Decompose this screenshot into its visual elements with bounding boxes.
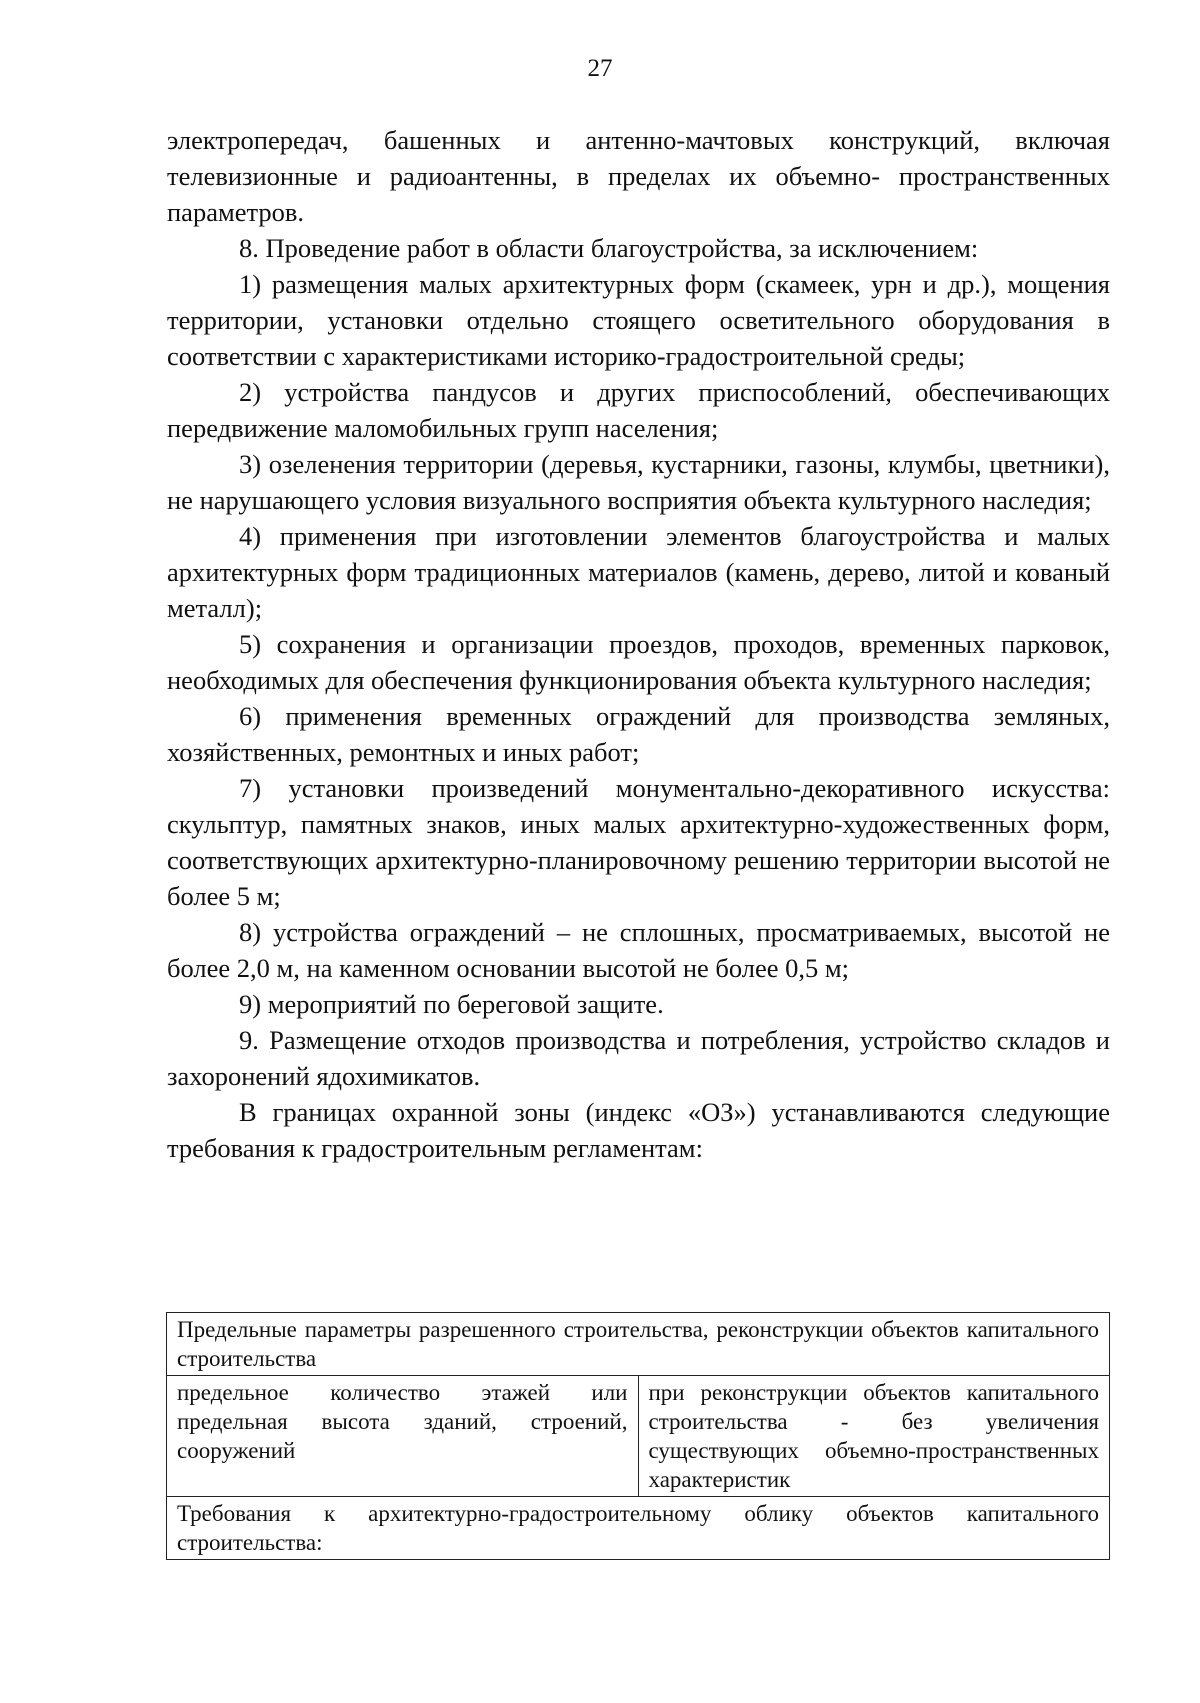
paragraph-item-9: 9. Размещение отходов производства и потребления, устройство складов и захоронений ядохимикатов. <box>167 1025 1110 1091</box>
paragraph-protection-zone: В границах охранной зоны (индекс «ОЗ») устанавливаются следующие требования к градостроительным регламентам: <box>167 1097 1110 1163</box>
table-row <box>167 1313 1110 1376</box>
paragraph-subitem-2: 2) устройства пандусов и других приспособлений, обеспечивающих передвижение маломобильных групп населения; <box>167 377 1110 443</box>
paragraph-subitem-7: 7) установки произведений монументально-декоративного искусства: скульптур, памятных знаков, иных малых архитектурно-художественных форм, соответствующих архитектурно-планировочному решению территории высотой не более 5 м; <box>167 773 1110 911</box>
page-number: 27 <box>587 55 613 82</box>
paragraph-subitem-1: 1) размещения малых архитектурных форм (скамеек, урн и др.), мощения территории, установки отдельно стоящего осветительного оборудования в соответствии с характеристиками историко-градостроительной среды; <box>167 269 1110 371</box>
table-row <box>167 1497 1110 1560</box>
regulations-table-container <box>166 1312 1110 1560</box>
paragraph-subitem-4: 4) применения при изготовлении элементов благоустройства и малых архитектурных форм традиционных материалов (камень, дерево, литой и кованый металл); <box>167 521 1110 623</box>
paragraph-item-8: 8. Проведение работ в области благоустройства, за исключением: <box>239 233 979 263</box>
document-body <box>167 122 1110 1166</box>
paragraph-subitem-3: 3) озеленения территории (деревья, кустарники, газоны, клумбы, цветники), не нарушающего условия визуального восприятия объекта культурного наследия; <box>167 449 1110 515</box>
paragraph-subitem-6: 6) применения временных ограждений для производства земляных, хозяйственных, ремонтных и иных работ; <box>167 701 1110 767</box>
table-row <box>167 1376 1110 1497</box>
table-header-cell: Предельные параметры разрешенного строительства, реконструкции объектов капитального строительства <box>167 1313 1110 1376</box>
paragraph-subitem-8: 8) устройства ограждений – не сплошных, просматриваемых, высотой не более 2,0 м, на каменном основании высотой не более 0,5 м; <box>167 917 1110 983</box>
paragraph-subitem-9: 9) мероприятий по береговой защите. <box>239 989 664 1019</box>
regulations-table <box>166 1312 1110 1560</box>
paragraph-subitem-5: 5) сохранения и организации проездов, проходов, временных парковок, необходимых для обеспечения функционирования объекта культурного наследия; <box>167 629 1110 695</box>
table-cell-parameter: предельное количество этажей или предельная высота зданий, строений, сооружений <box>167 1376 639 1497</box>
paragraph-continuation: электропередач, башенных и антенно-мачтовых конструкций, включая телевизионные и радиоантенны, в пределах их объемно- пространственных параметров. <box>167 125 1110 227</box>
table-cell-value: при реконструкции объектов капитального строительства - без увеличения существующих объемно-пространственных характеристик <box>638 1376 1110 1497</box>
table-footer-cell: Требования к архитектурно-градостроительному облику объектов капитального строительства: <box>167 1497 1110 1560</box>
